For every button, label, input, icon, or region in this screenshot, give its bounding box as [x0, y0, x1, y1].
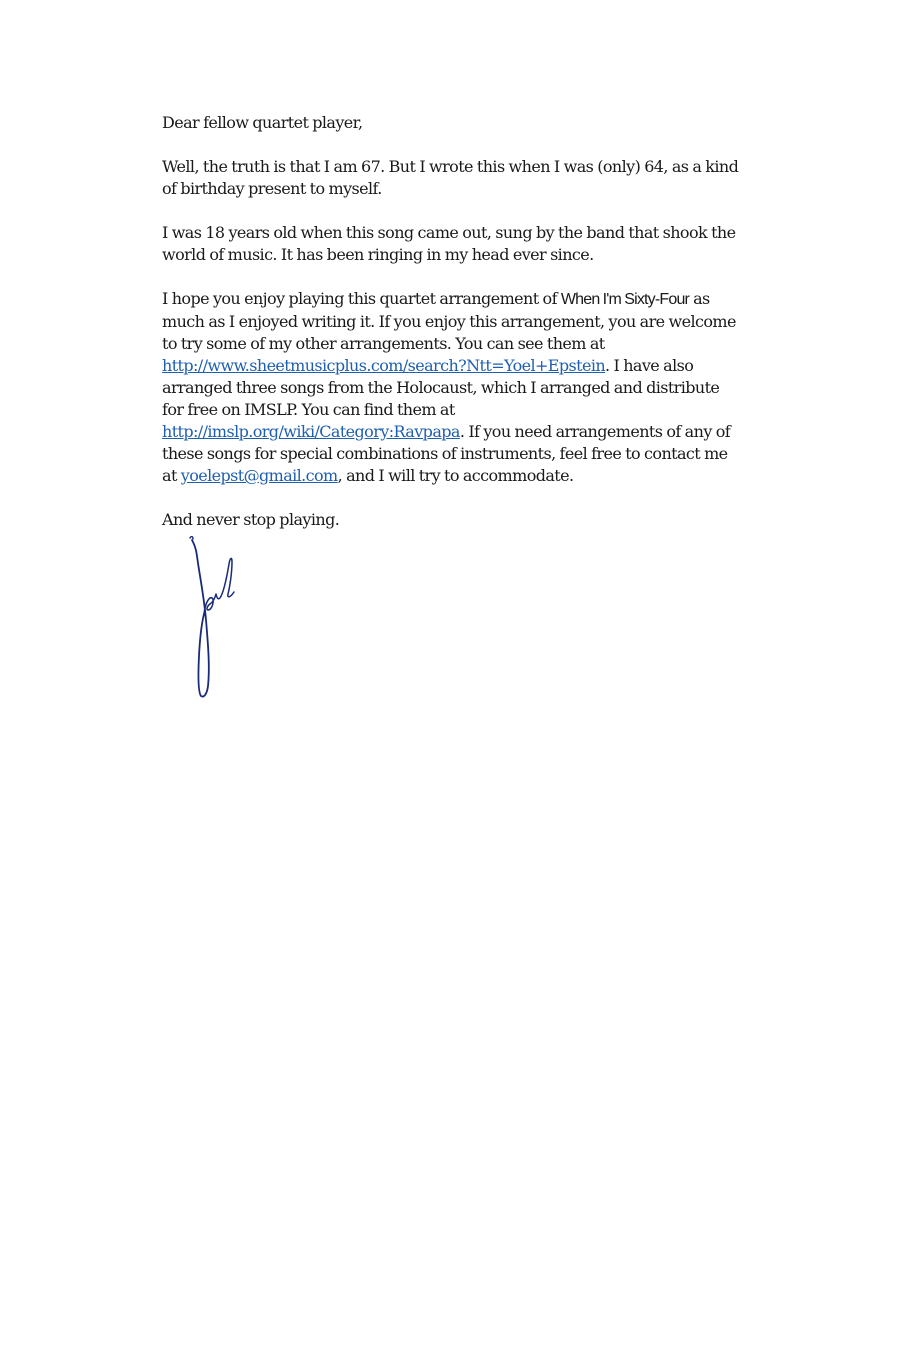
paragraph-text-e: , and I will try to accommodate.: [337, 466, 574, 485]
paragraph-arrangements: [162, 288, 742, 487]
letter-body: [162, 112, 742, 531]
handwritten-signature: [182, 536, 246, 700]
sheetmusicplus-link[interactable]: http://www.sheetmusicplus.com/search?Ntt=Yoel+Epstein: [162, 356, 606, 375]
closing-line: And never stop playing.: [162, 510, 340, 529]
email-link[interactable]: yoelepst@gmail.com: [180, 466, 338, 485]
paragraph-text-d: . If you need arrangements of any of these songs for special combinations of instruments, feel free to contact me at: [162, 422, 731, 485]
paragraph-song-history: I was 18 years old when this song came out, sung by the band that shook the world of music. It has been ringing in my head ever since.: [162, 223, 736, 264]
salutation: Dear fellow quartet player,: [162, 113, 363, 132]
paragraph-text-a: I hope you enjoy playing this quartet arrangement of: [162, 289, 561, 308]
imslp-link[interactable]: http://imslp.org/wiki/Category:Ravpapa: [162, 422, 460, 441]
paragraph-text-b: as much as I enjoyed writing it. If you enjoy this arrangement, you are welcome to try some of my other arrangements. You can see them at: [162, 289, 736, 353]
paragraph-text-c: . I have also arranged three songs from the Holocaust, which I arranged and distribute for free on IMSLP. You can find them at: [162, 356, 720, 419]
paragraph-birthday: Well, the truth is that I am 67. But I wrote this when I was (only) 64, as a kind of birthday present to myself.: [162, 157, 739, 198]
song-title: When I'm Sixty-Four: [560, 291, 690, 308]
